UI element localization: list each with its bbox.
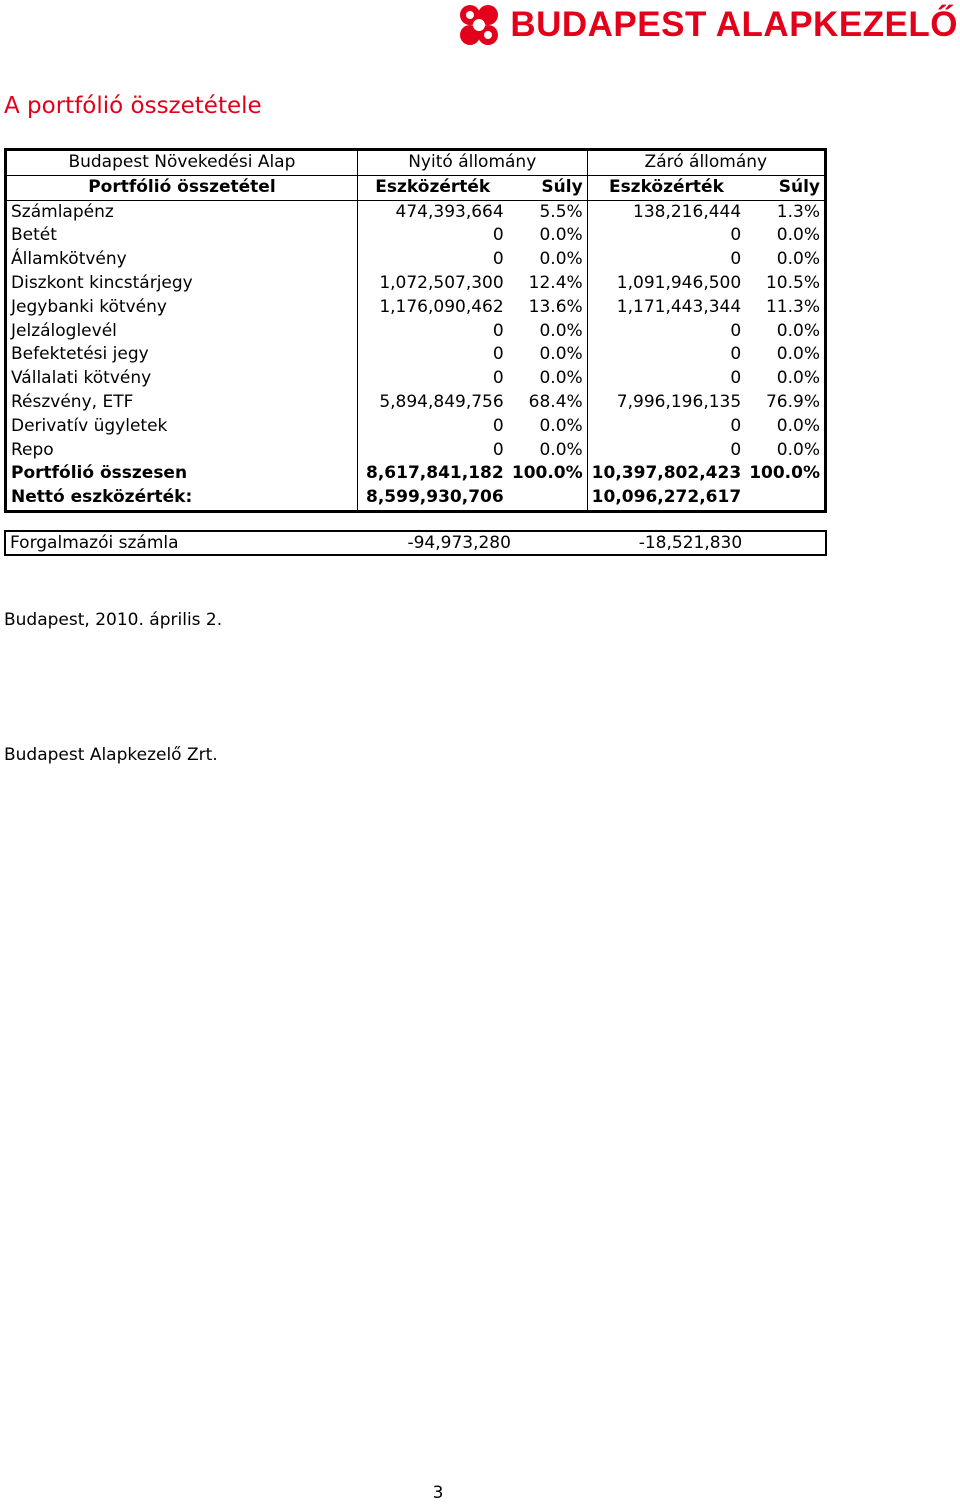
row-open-value: 0 — [357, 439, 507, 463]
net-open-weight-empty — [508, 486, 587, 511]
row-open-weight: 12.4% — [528, 272, 583, 293]
row-close-weight: 0.0% — [776, 225, 820, 246]
row-close-weight: 0.0% — [776, 320, 820, 341]
row-close-value: 0 — [587, 320, 745, 344]
row-open-weight: 68.4% — [528, 391, 583, 412]
table-row — [6, 320, 826, 344]
opening-header: Nyitó állomány — [357, 150, 587, 176]
company-name: Budapest Alapkezelő Zrt. — [4, 745, 218, 765]
distributor-account-table — [4, 530, 827, 556]
row-open-weight: 0.0% — [539, 344, 583, 365]
net-open-value: 8,599,930,706 — [357, 486, 507, 511]
row-label: Jegybanki kötvény — [11, 296, 167, 317]
row-close-value: 0 — [587, 248, 745, 272]
logo-text: BUDAPEST ALAPKEZELŐ — [510, 5, 958, 44]
row-open-value: 474,393,664 — [357, 200, 507, 224]
row-open-weight: 0.0% — [539, 439, 583, 460]
row-open-value: 0 — [357, 343, 507, 367]
table-row — [6, 367, 826, 391]
total-row — [6, 462, 826, 486]
table-header-row — [6, 150, 826, 176]
distributor-account-row — [5, 531, 826, 555]
row-label: Befektetési jegy — [11, 344, 149, 365]
row-label: Derivatív ügyletek — [11, 415, 168, 436]
asset-rows — [6, 200, 826, 462]
table-row — [6, 248, 826, 272]
row-close-weight: 76.9% — [765, 391, 820, 412]
row-open-value: 0 — [357, 224, 507, 248]
opening-value-header: Eszközérték — [357, 175, 507, 200]
row-close-value: 0 — [587, 367, 745, 391]
table-row — [6, 415, 826, 439]
row-close-value: 0 — [587, 439, 745, 463]
table-row — [6, 224, 826, 248]
row-label: Jelzáloglevél — [11, 320, 117, 341]
closing-value-header: Eszközérték — [587, 175, 745, 200]
row-close-weight: 0.0% — [776, 415, 820, 436]
composition-header: Portfólió összetétel — [6, 175, 358, 200]
brand-logo — [456, 4, 958, 46]
row-label: Betét — [11, 225, 57, 246]
page-number: 3 — [432, 1483, 444, 1503]
table-row — [6, 272, 826, 296]
row-label: Számlapénz — [11, 201, 114, 222]
row-open-value: 0 — [357, 320, 507, 344]
row-close-weight: 11.3% — [765, 296, 820, 317]
row-close-value: 1,091,946,500 — [587, 272, 745, 296]
row-label: Repo — [11, 439, 54, 460]
row-close-value: 138,216,444 — [587, 200, 745, 224]
logo-mark-icon — [456, 4, 502, 46]
row-open-value: 0 — [357, 248, 507, 272]
distributor-open-empty — [515, 531, 595, 555]
total-label: Portfólió összesen — [11, 463, 188, 484]
row-open-value: 1,072,507,300 — [357, 272, 507, 296]
table-row — [6, 343, 826, 367]
net-asset-row — [6, 486, 826, 511]
row-close-weight: 10.5% — [765, 272, 820, 293]
net-close-value: 10,096,272,617 — [587, 486, 745, 511]
row-close-value: 0 — [587, 224, 745, 248]
distributor-open-value: -94,973,280 — [407, 533, 511, 553]
row-close-weight: 0.0% — [776, 368, 820, 389]
net-label: Nettó eszközérték: — [11, 487, 193, 508]
table-row — [6, 391, 826, 415]
table-row — [6, 439, 826, 463]
row-open-weight: 0.0% — [539, 368, 583, 389]
row-open-weight: 0.0% — [539, 225, 583, 246]
total-open-weight: 100.0% — [511, 463, 583, 484]
row-open-value: 0 — [357, 367, 507, 391]
opening-weight-header: Súly — [508, 175, 587, 200]
row-close-weight: 0.0% — [776, 249, 820, 270]
row-close-value: 0 — [587, 415, 745, 439]
distributor-close-empty — [746, 531, 826, 555]
row-open-value: 1,176,090,462 — [357, 296, 507, 320]
row-close-weight: 0.0% — [776, 439, 820, 460]
row-label: Államkötvény — [11, 249, 127, 270]
place-date: Budapest, 2010. április 2. — [4, 610, 223, 630]
total-open-value: 8,617,841,182 — [357, 462, 507, 486]
table-subheader-row — [6, 175, 826, 200]
page-title: A portfólió összetétele — [4, 93, 262, 119]
fund-name-header: Budapest Növekedési Alap — [6, 150, 358, 176]
row-label: Vállalati kötvény — [11, 368, 152, 389]
row-close-weight: 1.3% — [776, 201, 820, 222]
closing-header: Záró állomány — [587, 150, 825, 176]
row-close-weight: 0.0% — [776, 344, 820, 365]
row-close-value: 0 — [587, 343, 745, 367]
row-open-weight: 13.6% — [528, 296, 583, 317]
table-row — [6, 296, 826, 320]
row-open-value: 5,894,849,756 — [357, 391, 507, 415]
distributor-account-label: Forgalmazói számla — [10, 533, 179, 553]
distributor-close-value: -18,521,830 — [638, 533, 743, 553]
row-open-weight: 5.5% — [539, 201, 583, 222]
row-label: Diszkont kincstárjegy — [11, 272, 193, 293]
row-open-weight: 0.0% — [539, 249, 583, 270]
total-close-weight: 100.0% — [749, 463, 820, 484]
row-close-value: 1,171,443,344 — [587, 296, 745, 320]
row-close-value: 7,996,196,135 — [587, 391, 745, 415]
closing-weight-header: Súly — [745, 175, 825, 200]
total-close-value: 10,397,802,423 — [587, 462, 745, 486]
row-open-value: 0 — [357, 415, 507, 439]
portfolio-table — [4, 148, 827, 513]
table-row — [6, 200, 826, 224]
row-label: Részvény, ETF — [11, 391, 134, 412]
row-open-weight: 0.0% — [539, 415, 583, 436]
net-close-weight-empty — [745, 486, 825, 511]
row-open-weight: 0.0% — [539, 320, 583, 341]
